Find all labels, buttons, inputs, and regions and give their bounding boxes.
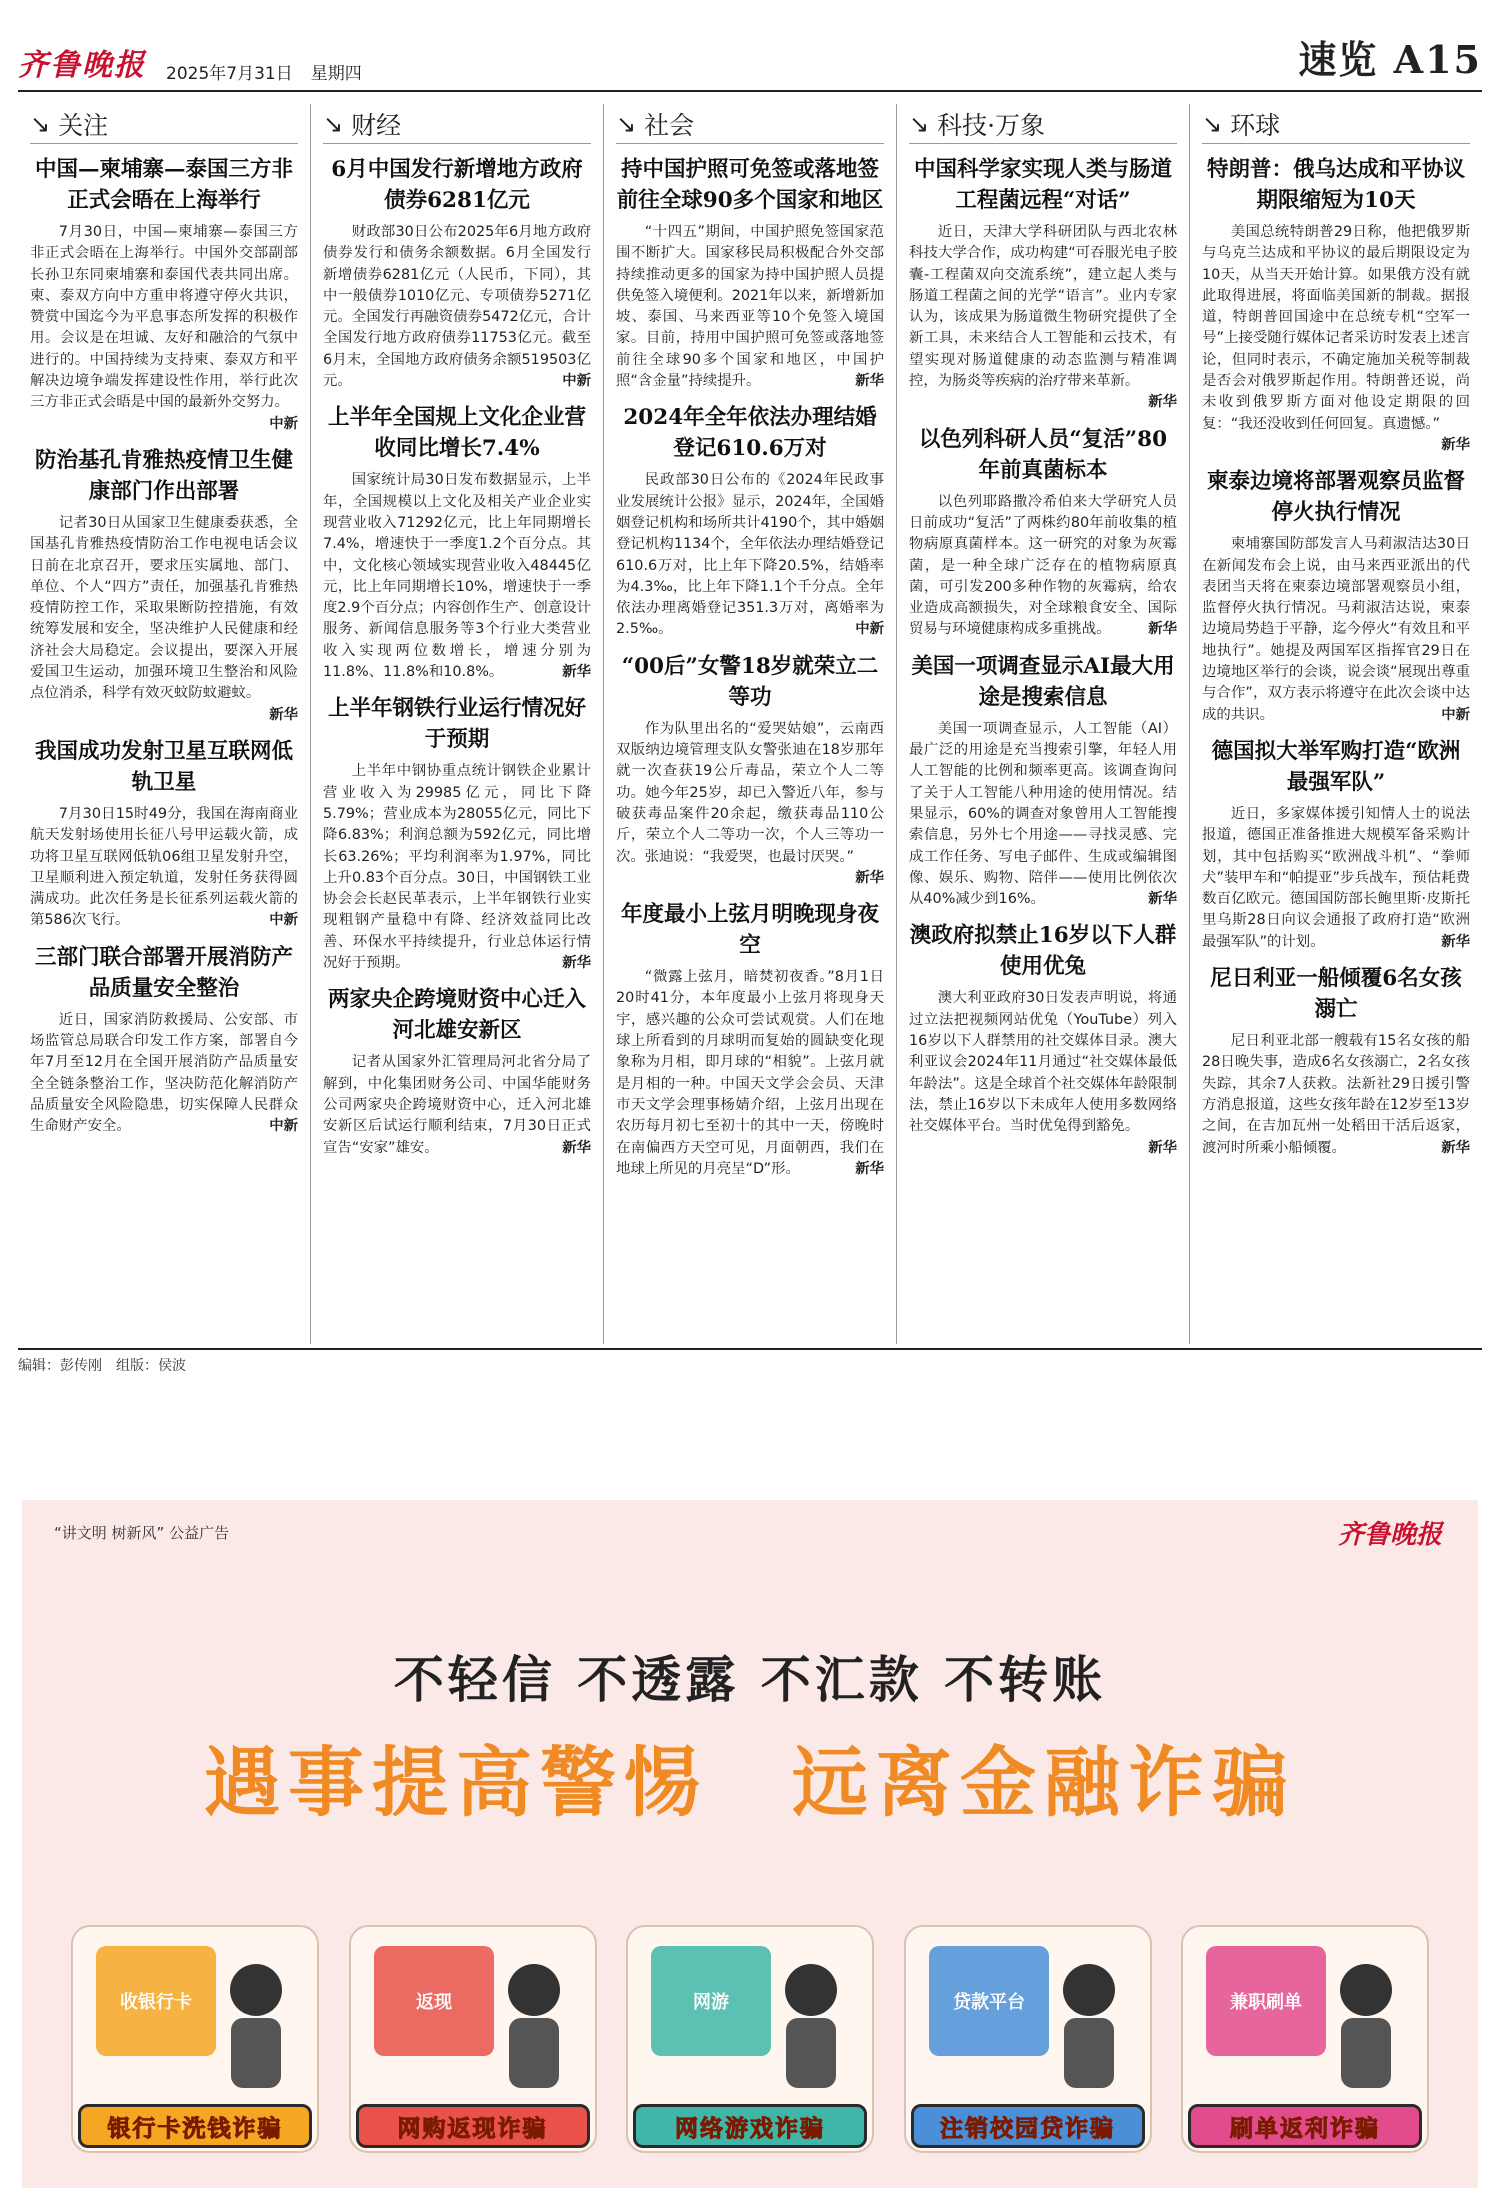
article-body [323,1052,591,1158]
article-body [1202,804,1470,953]
article-headline: 美国一项调查显示AI最大用途是搜索信息 [911,653,1175,710]
article-text: 以色列耶路撒冷希伯来大学研究人员日前成功“复活”了两株约80年前收集的植物病原真菌样本。这一研究的对象为灰霉菌，是一种全球广泛存在的植物病原真菌，可引发200多种作物的灰霉病，给农业造成高额损失，对全球粮食安全、国际贸易与环境健康构成多重挑战。 [909,493,1177,638]
article-source: 新华 [1148,891,1177,908]
article [1202,466,1470,726]
article-source: 新华 [1148,1139,1177,1156]
article-body [30,1010,298,1138]
section-heading [1202,104,1470,144]
article-headline: 中国—柬埔寨—泰国三方非正式会晤在上海举行 [34,157,293,213]
fraud-card-label: 刷单返利诈骗 [1188,2104,1422,2148]
article [323,984,591,1158]
figure-body [1341,2018,1391,2088]
article-body [323,222,591,392]
article-headline: 上半年全国规上文化企业营收同比增长7.4% [327,405,586,462]
article-body [909,988,1177,1156]
editor-credits: 编辑：彭传刚 组版：侯波 [18,1348,1482,1374]
section-title: 财经 [351,110,402,140]
fraud-card-label: 注销校园贷诈骗 [911,2104,1145,2148]
article-body [616,967,884,1180]
article-text: 国家统计局30日发布数据显示，上半年，全国规模以上文化及相关产业企业实现营业收入71292亿元，比上年同期增长7.4%，增速快于一季度1.2个百分点。其中，文化核心领域实现营业收入48445亿元，比上年同期增长10%，增速快于一季度2.9个百分点；内容创作生产、创意设计服务、新闻信息服务等3个行业大类营业收入实现两位数增长，增速分别为11.8%、11.8%和10.8%。 [323,472,591,681]
section-title: 关注 [58,110,109,140]
news-column [311,104,604,1344]
article-headline: 持中国护照可免签或落地签前往全球90多个国家和地区 [616,157,884,213]
article-source: 新华 [562,664,591,681]
corner-arrow-icon: ↘ [909,109,930,138]
fraud-card-label: 网络游戏诈骗 [633,2104,867,2148]
article-text: 7月30日15时49分，我国在海南商业航天发射场使用长征八号甲运载火箭，成功将卫星互联网低轨06组卫星发射升空，卫星顺利进入预定轨道，发射任务获得圆满成功。此次任务是长征系列运载火箭的第586次飞行。 [30,805,298,929]
article-text: 近日，天津大学科研团队与西北农林科技大学合作，成功构建“可吞服光电子胶囊-工程菌双向交流系统”，建立起人类与肠道工程菌之间的光学“语言”。业内专家认为，该成果为肠道微生物研究提供了全新工具，未来结合人工智能和云技术，有望实现对肠道健康的动态监测与精准调控，为肠炎等疾病的治疗带来革新。 [909,224,1177,390]
article-source: 新华 [1441,1139,1470,1156]
article-body [30,513,298,723]
section-title: 社会 [644,110,695,140]
article [616,899,884,1180]
article-body [1202,534,1470,726]
news-columns [18,104,1482,1344]
article-text: 记者从国家外汇管理局河北省分局了解到，中化集团财务公司、中国华能财务公司两家央企跨境财资中心，迁入河北雄安新区后试运行顺利结束，7月30日正式宣告“安家”雄安。 [323,1054,591,1156]
fraud-card [66,1920,324,2160]
figure-body [231,2018,281,2088]
news-column [18,104,311,1344]
news-column [604,104,897,1344]
figure-body [509,2018,559,2088]
article [909,651,1177,911]
figure-head [785,1964,837,2016]
article [616,651,884,889]
article [616,402,884,640]
article-text: 尼日利亚北部一艘载有15名女孩的船28日晚失事，造成6名女孩溺亡，2名女孩失踪，其余7人获救。法新社29日援引警方消息报道，这些女孩年龄在12岁至13岁之间，在吉加瓦州一处稻田干活后返家，渡河时所乘小船倾覆。 [1202,1033,1470,1156]
fraud-card [899,1920,1157,2160]
article [30,736,298,932]
article [1202,154,1470,456]
fraud-card [344,1920,602,2160]
article [30,445,298,726]
figure-body [786,2018,836,2088]
article-body [616,719,884,886]
figure-head [1063,1964,1115,2016]
figure-head [230,1964,282,2016]
corner-arrow-icon: ↘ [616,109,637,138]
section-heading [30,104,298,144]
article-text: “十四五”期间，中国护照免签国家范围不断扩大。国家移民局积极配合外交部持续推动更多的国家为持中国护照人员提供免签入境便利。2021年以来，新增新加坡、泰国、马来西亚等10个免签入境国家。目前，持用中国护照可免签或落地签前往全球90多个国家和地区，中国护照“含金量”持续提升。 [616,224,884,390]
article-text: 柬埔寨国防部发言人马莉淑洁达30日在新闻发布会上说，由马来西亚派出的代表团当天将在柬泰边境部署观察员小组，监督停火执行情况。马莉淑洁达说，柬泰边境局势趋于平静，迄今停火“有效且和平地执行”。她提及两国军区指挥官29日在边境地区举行的会谈，说会谈“展现出尊重与合作”，双方表示将遵守在此次会谈中达成的共识。 [1202,536,1470,723]
section-heading [909,104,1177,144]
article-source: 新华 [855,373,884,390]
article-source: 新华 [1148,394,1177,411]
corner-arrow-icon: ↘ [1202,109,1223,138]
article-source: 中新 [269,415,298,432]
figure-body [1064,2018,1114,2088]
article [1202,963,1470,1159]
sign-text: 贷款平台 [952,1992,1025,2013]
article-text: 上半年中钢协重点统计钢铁企业累计营业收入为29985亿元，同比下降5.79%；营业成本为28055亿元，同比下降6.83%；利润总额为592亿元，同比增长63.26%；平均利润率为1.97%，同比上升0.83个百分点。30日，中国钢铁工业协会会长赵民革表示，上半年钢铁行业实现粗钢产量稳中有降、经济效益同比改善、环保水平持续提升，行业总体运行情况好于预期。 [323,763,591,972]
article-headline: 德国拟大举军购打造“欧洲最强军队” [1211,738,1461,795]
article-headline: 以色列科研人员“复活”80年前真菌标本 [918,426,1168,483]
article-source: 中新 [855,621,884,638]
article-body [616,222,884,392]
fraud-card-label: 网购返现诈骗 [356,2104,590,2148]
article-source: 新华 [1148,621,1177,638]
newspaper-logo: 齐鲁晚报 [18,48,146,83]
article-headline: 6月中国发行新增地方政府债券6281亿元 [331,157,583,213]
ad-slogan-line1: 不轻信 不透露 不汇款 不转账 [393,1650,1107,1709]
article-text: “微露上弦月，暗焚初夜香。”8月1日20时41分，本年度最小上弦月将现身天宇，感兴趣的公众可尝试观赏。人们在地球上所看到的月球明而复始的圆缺变化现象称为月相，即月球的“相貌”。上弦月就是月相的一种。中国天文学会会员、天津市天文学会理事杨婧介绍，上弦月出现在农历每月初七至初十的其中一天，傍晚时在南偏西方天空可见，月面朝西，我们在地球上所见的月亮呈“D”形。 [616,969,884,1177]
article-headline: 上半年钢铁行业运行情况好于预期 [327,696,586,753]
article-body [1202,1031,1470,1159]
article [616,154,884,392]
article-body [323,470,591,683]
article-headline: 中国科学家实现人类与肠道工程菌远程“对话” [913,157,1172,213]
article-headline: 柬泰边境将部署观察员监督停火执行情况 [1206,469,1465,526]
article-body [909,222,1177,411]
article-headline: 三部门联合部署开展消防产品质量安全整治 [34,944,293,1001]
article-source: 新华 [1441,933,1470,950]
article-source: 新华 [855,869,884,886]
article [323,154,591,392]
article-headline: 澳政府拟禁止16岁以下人群使用优兔 [909,923,1177,980]
article-source: 中新 [562,373,591,390]
article-text: 财政部30日公布2025年6月地方政府债券发行和债务余额数据。6月全国发行新增债券6281亿元（人民币，下同），其中一般债券1010亿元、专项债券5271亿元。全国发行再融资债券5472亿元，合计全国发行地方政府债券11753亿元。截至6月末，全国地方政府债务余额519503亿元。 [323,224,591,390]
ad-label: “讲文明 树新风” 公益广告 [54,1524,230,1542]
ad-slogan-line2: 遇事提高警惕 远离金融诈骗 [204,1738,1296,1827]
article-source: 新华 [269,706,298,723]
article-text: 近日，国家消防救援局、公安部、市场监管总局联合印发工作方案，部署自今年7月至12月在全国开展消防产品质量安全全链条整治工作，坚决防范化解消防产品质量安全风险隐患，切实保障人民群众生命财产安全。 [30,1011,298,1135]
article-headline: 年度最小上弦月明晚现身夜空 [620,902,879,959]
article-headline: 防治基孔肯雅热疫情卫生健康部门作出部署 [34,447,293,504]
article-headline: 两家央企跨境财资中心迁入河北雄安新区 [327,987,586,1044]
section-title: 科技·万象 [937,110,1046,140]
ad-logo: 齐鲁晚报 [1337,1520,1442,1550]
article [1202,736,1470,953]
article-body [30,804,298,932]
article [909,920,1177,1158]
public-service-ad [22,1500,1478,2188]
article-body [616,470,884,640]
corner-arrow-icon: ↘ [323,109,344,138]
article-headline: “00后”女警18岁就荣立二等功 [621,653,879,710]
section-title: 环球 [1230,110,1281,140]
article [323,693,591,974]
article-body [909,492,1177,641]
article [909,154,1177,414]
page-header [18,37,1482,92]
article-text: 7月30日，中国—柬埔寨—泰国三方非正式会晤在上海举行。中国外交部副部长孙卫东同柬埔寨和泰国代表共同出席。柬、泰双方向中方重申将遵守停火共识，赞赏中国迄今为平息事态所发挥的积极作用。会议是在坦诚、友好和融洽的气氛中进行的。中国持续为支持柬、泰双方和平解决边境争端发挥建设性作用，举行此次三方非正式会晤是中国的最新外交努力。 [30,224,298,411]
figure-head [508,1964,560,2016]
article-source: 中新 [269,912,298,929]
article-text: 记者30日从国家卫生健康委获悉，全国基孔肯雅热疫情防治工作电视电话会议日前在北京召开，要求压实属地、部门、单位、个人“四方”责任，加强基孔肯雅热疫情防控工作，采取果断防控措施，有效统筹发展和安全，坚决维护人民健康和经济社会大局稳定。会议提出，要深入开展爱国卫生运动，加强环境卫生整治和风险点位消杀，科学有效灭蚊防蚊避蚊。 [30,514,298,702]
corner-arrow-icon: ↘ [30,109,51,138]
section-heading [323,104,591,144]
news-column [897,104,1190,1344]
article-source: 中新 [1441,706,1470,723]
page-section-number: 速览 A15 [1298,37,1482,82]
sign-text: 收银行卡 [120,1992,192,2013]
issue-date: 2025年7月31日 [166,64,293,84]
article-text: 美国一项调查显示，人工智能（AI）最广泛的用途是充当搜索引擎，年轻人用人工智能的比例和频率更高。该调查询问了关于人工智能八种用途的使用情况。结果显示，60%的调查对象曾用人工智能搜索信息，另外七个用途——寻找灵感、完成工作任务、写电子邮件、生成或编辑图像、娱乐、购物、陪伴——使用比例依次从40%减少到16%。 [909,720,1177,908]
fraud-card [621,1920,879,2160]
article-headline: 特朗普：俄乌达成和平协议期限缩短为10天 [1206,157,1465,213]
news-column [1190,104,1482,1344]
article-body [30,222,298,432]
article-text: 民政部30日公布的《2024年民政事业发展统计公报》显示，2024年，全国婚姻登记机构和场所共计4190个，其中婚姻登记机构1134个，全年依法办理结婚登记610.6万对，比上年下降20.5%，结婚率为4.3‰，比上年下降1.1个千分点。全年依法办理离婚登记351.3万对，离婚率为2.5‰。 [616,472,884,638]
fraud-card-label: 银行卡洗钱诈骗 [78,2104,312,2148]
article-text: 美国总统特朗普29日称，他把俄罗斯与乌克兰达成和平协议的最后期限设定为10天，从当天开始计算。如果俄方没有就此取得进展，将面临美国新的制裁。据报道，特朗普回国途中在总统专机“空军一号”上接受随行媒体记者采访时发表上述言论，但同时表示，不确定施加关税等制裁是否会对俄罗斯起作用。特朗普还说，尚未收到俄罗斯方面对他设定期限的回复：“我还没收到任何回复。真遗憾。” [1202,224,1470,432]
article-headline: 我国成功发射卫星互联网低轨卫星 [34,738,293,795]
article [323,402,591,683]
article-headline: 2024年全年依法办理结婚登记610.6万对 [623,405,877,462]
article-body [1202,222,1470,453]
article-text: 近日，多家媒体援引知情人士的说法报道，德国正准备推进大规模军备采购计划，其中包括购买“欧洲战斗机”、“拳师犬”装甲车和“帕提亚”步兵战车，预估耗费数百亿欧元。德国国防部长鲍里斯·皮斯托里乌斯28日向议会通报了政府打造“欧洲最强军队”的计划。 [1202,805,1470,950]
sign-text: 返现 [415,1992,452,2013]
article [30,154,298,435]
article-text: 澳大利亚政府30日发表声明说，将通过立法把视频网站优兔（YouTube）列入16岁以下人群禁用的社交媒体目录。澳大利亚议会2024年11月通过“社交媒体最低年龄法”。这是全球首个社交媒体年龄限制法，禁止16岁以下未成年人使用多数网络社交媒体平台。当时优兔得到豁免。 [909,990,1177,1135]
article-source: 新华 [1441,436,1470,453]
article [30,942,298,1138]
article-source: 新华 [562,955,591,972]
article [909,424,1177,641]
sign-text: 网游 [693,1992,729,2013]
article-body [323,761,591,974]
fraud-type-cards [66,1920,1434,2160]
article-body [909,719,1177,911]
sign-text: 兼职刷单 [1230,1992,1302,2013]
article-headline: 尼日利亚一船倾覆6名女孩溺亡 [1210,966,1462,1023]
issue-weekday: 星期四 [310,64,362,84]
article-text: 作为队里出名的“爱哭姑娘”，云南西双版纳边境管理支队女警张迪在18岁那年就一次查获19公斤毒品，荣立个人二等功。她今年25岁，却已入警近八年，参与破获毒品案件20余起，缴获毒品110公斤，荣立个人二等功一次，个人三等功一次。张迪说：“我爱哭，也最讨厌哭。” [616,720,884,865]
article-source: 新华 [855,1160,884,1177]
article-source: 新华 [562,1139,591,1156]
section-heading [616,104,884,144]
fraud-card [1176,1920,1434,2160]
article-source: 中新 [269,1118,298,1135]
figure-head [1340,1964,1392,2016]
